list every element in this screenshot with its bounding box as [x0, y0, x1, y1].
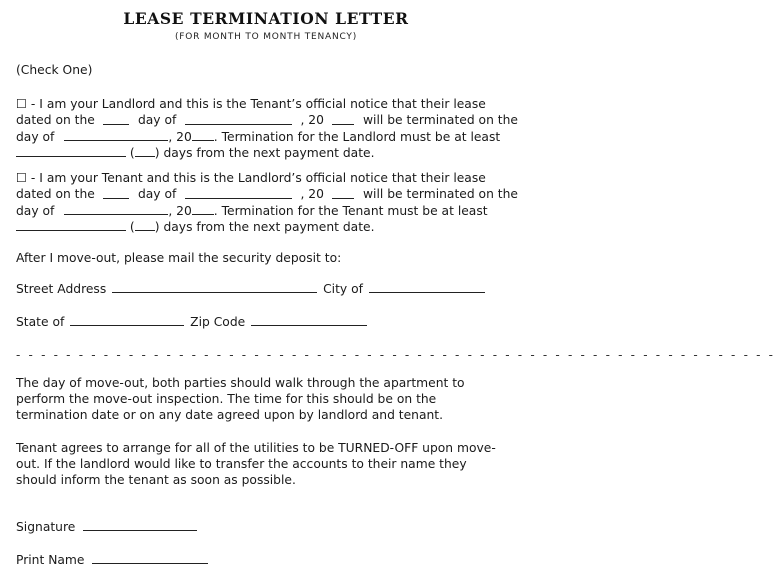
terminated-on-label: will be terminated on the: [363, 187, 518, 201]
tenant-option-text: ☐ - I am your Tenant and this is the Landlord’s official notice that their lease: [16, 171, 486, 185]
utilities-paragraph-line-3: should inform the tenant as soon as possible.: [16, 473, 296, 487]
signature-label: Signature: [16, 520, 76, 534]
utilities-paragraph-line-2: out. If the landlord would like to transfer the accounts to their name they: [16, 457, 467, 471]
street-city-row: [16, 280, 485, 297]
day-of-label: day of: [16, 204, 55, 218]
landlord-option-line-2: [16, 112, 518, 128]
city-field[interactable]: [369, 280, 485, 293]
landlord-option-text: ☐ - I am your Landlord and this is the Tenant’s official notice that their lease: [16, 97, 486, 111]
paren-open: (: [129, 146, 135, 160]
zip-code-label: Zip Code: [190, 315, 246, 329]
tenant-option-line-3: [16, 202, 488, 219]
day-of-label: day of: [137, 113, 177, 127]
state-zip-row: [16, 313, 367, 330]
day-of-label: day of: [137, 187, 177, 201]
print-name-row: [16, 551, 208, 568]
zip-code-field[interactable]: [251, 313, 367, 326]
lease-day-blank[interactable]: [103, 112, 129, 125]
lease-month-blank[interactable]: [185, 112, 292, 125]
paren-close: ): [154, 146, 160, 160]
move-out-paragraph-line-1: The day of move-out, both parties should walk through the apartment to: [16, 376, 465, 390]
termination-year-blank[interactable]: [192, 202, 214, 215]
move-out-paragraph-line-2: perform the move-out inspection. The time for this should be on the: [16, 392, 437, 406]
deposit-instruction: After I move-out, please mail the security deposit to:: [16, 251, 342, 265]
paren-close: ): [154, 220, 160, 234]
print-name-field[interactable]: [92, 551, 208, 564]
year-prefix-label: , 20: [300, 187, 324, 201]
terminated-on-label: will be terminated on the: [363, 113, 518, 127]
paren-open: (: [129, 220, 135, 234]
termination-month-blank[interactable]: [64, 202, 168, 215]
termination-year-blank[interactable]: [192, 128, 214, 141]
print-name-label: Print Name: [16, 553, 85, 567]
landlord-option-line-4: [16, 144, 375, 161]
days-number-blank[interactable]: [135, 218, 155, 231]
lease-year-blank[interactable]: [332, 186, 354, 199]
state-label: State of: [16, 315, 65, 329]
days-from-payment-label: days from the next payment date.: [163, 220, 375, 234]
termination-notice-label: . Termination for the Landlord must be at least: [213, 130, 501, 144]
lease-year-blank[interactable]: [332, 112, 354, 125]
termination-notice-label: . Termination for the Tenant must be at least: [213, 204, 488, 218]
city-label: City of: [323, 282, 363, 296]
year-prefix-label: , 20: [168, 204, 192, 218]
days-written-blank[interactable]: [16, 218, 126, 231]
document-subtitle: (FOR MONTH TO MONTH TENANCY): [174, 32, 358, 42]
dated-on-label: dated on the: [16, 113, 95, 127]
days-number-blank[interactable]: [135, 144, 155, 157]
tenant-option-line-4: [16, 218, 375, 235]
street-address-field[interactable]: [112, 280, 317, 293]
days-written-blank[interactable]: [16, 144, 126, 157]
signature-field[interactable]: [83, 518, 197, 531]
move-out-paragraph-line-3: termination date or on any date agreed upon by landlord and tenant.: [16, 408, 444, 422]
lease-month-blank[interactable]: [185, 186, 292, 199]
state-field[interactable]: [70, 313, 184, 326]
landlord-option-line-1[interactable]: [16, 96, 486, 112]
termination-month-blank[interactable]: [64, 128, 168, 141]
street-address-label: Street Address: [16, 282, 107, 296]
day-of-label: day of: [16, 130, 55, 144]
dated-on-label: dated on the: [16, 187, 95, 201]
year-prefix-label: , 20: [168, 130, 192, 144]
landlord-option-line-3: [16, 128, 500, 145]
dashed-divider: - - - - - - - - - - - - - - - - - - - - - - - - - - - - - - - - - - - - - - - - - - - - - - - - - - - - - - - - - - - - -: [16, 348, 775, 362]
signature-row: [16, 518, 197, 535]
utilities-paragraph-line-1: Tenant agrees to arrange for all of the utilities to be TURNED-OFF upon move-: [16, 441, 496, 455]
tenant-option-line-2: [16, 186, 518, 202]
document-title: LEASE TERMINATION LETTER: [123, 9, 409, 28]
days-from-payment-label: days from the next payment date.: [163, 146, 375, 160]
year-prefix-label: , 20: [300, 113, 324, 127]
lease-day-blank[interactable]: [103, 186, 129, 199]
check-one-instruction: (Check One): [16, 63, 93, 77]
tenant-option-line-1[interactable]: [16, 170, 486, 186]
